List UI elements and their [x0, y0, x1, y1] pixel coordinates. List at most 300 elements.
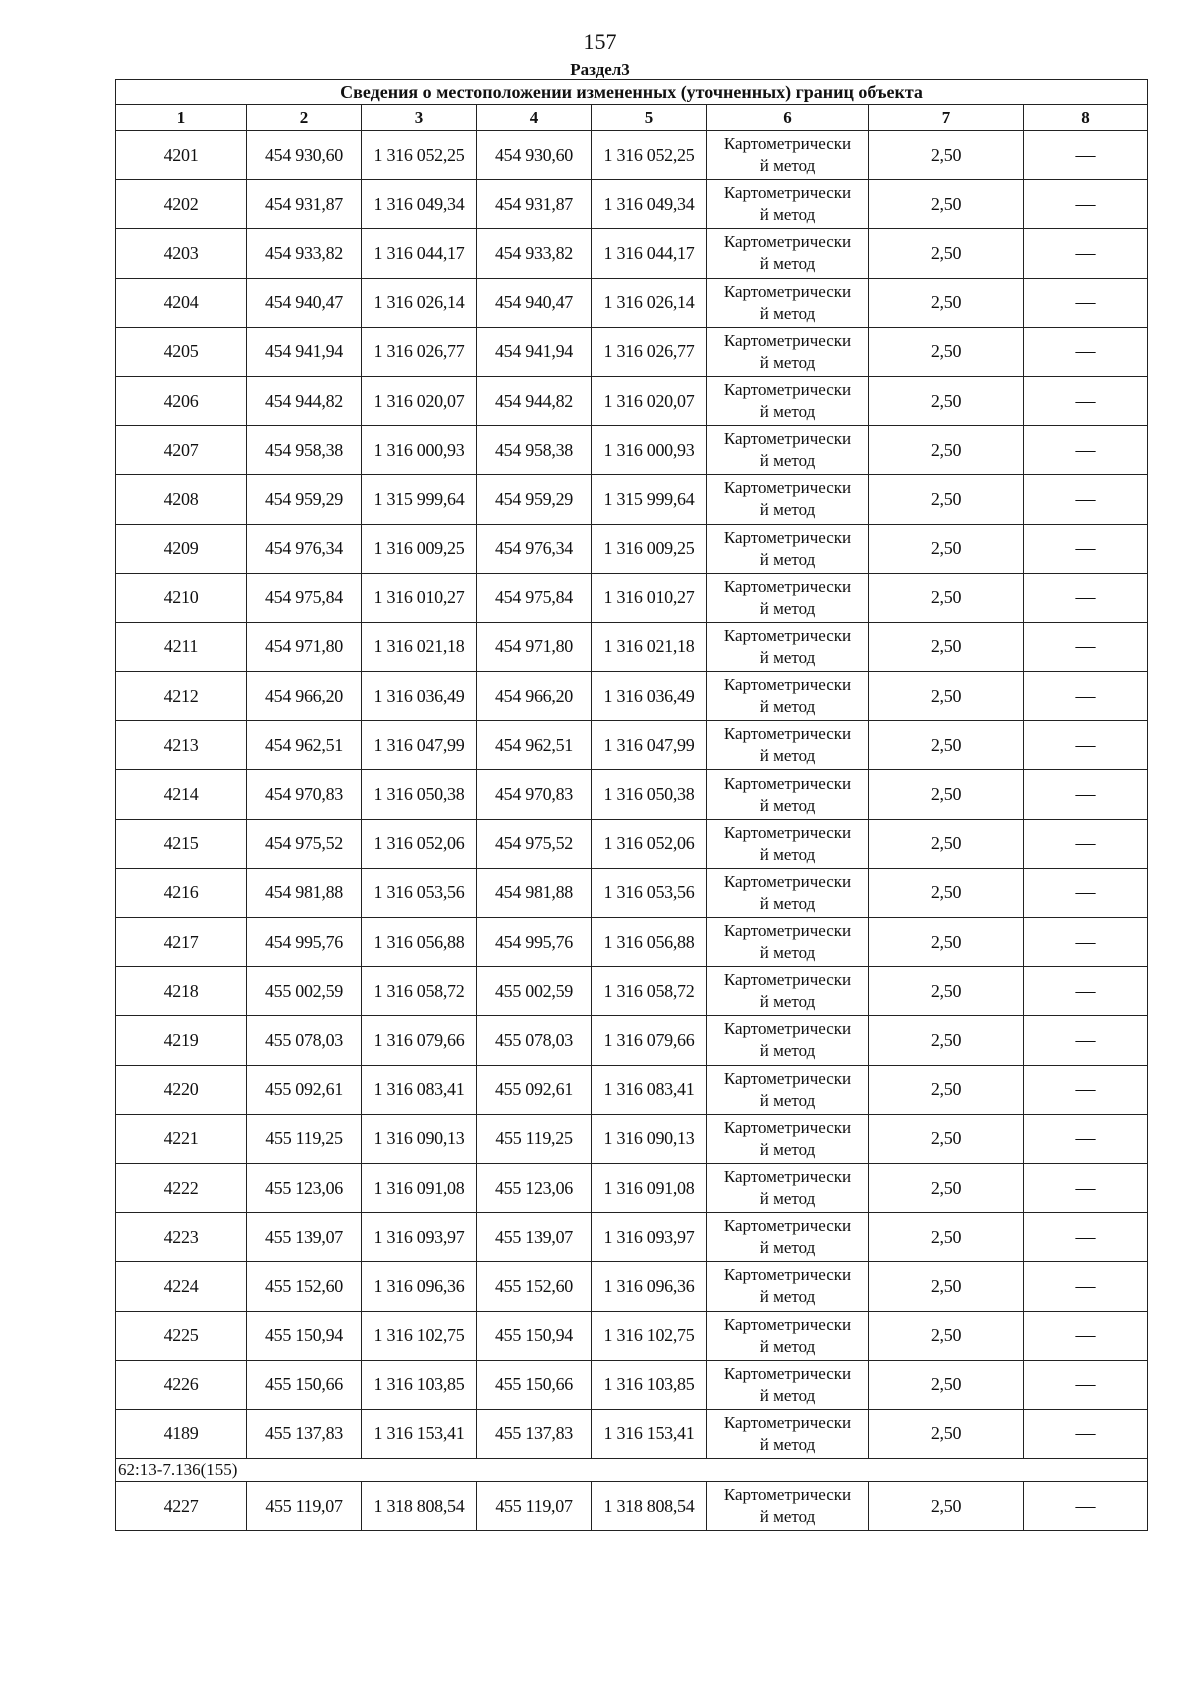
method-text-line-1: Картометрически [723, 871, 852, 891]
y-existing-cell: 1 316 103,85 [362, 1360, 477, 1409]
method-text-line-2: й метод [759, 205, 816, 225]
x-new-cell: 454 976,34 [477, 524, 592, 573]
method-text-line-1: Картометрически [723, 1265, 852, 1285]
y-existing-cell: 1 316 021,18 [362, 622, 477, 671]
point-number-cell: 4203 [116, 229, 247, 278]
column-number: 4 [477, 105, 592, 131]
description-cell: — [1024, 1114, 1148, 1163]
method-text-line-2: й метод [759, 352, 816, 372]
x-existing-cell: 454 940,47 [247, 278, 362, 327]
x-existing-cell: 454 971,80 [247, 622, 362, 671]
table-row [116, 1360, 1148, 1409]
accuracy-cell: 2,50 [869, 1409, 1024, 1458]
x-existing-cell: 455 092,61 [247, 1065, 362, 1114]
accuracy-cell: 2,50 [869, 770, 1024, 819]
method-text-line-1: Картометрически [723, 134, 852, 154]
accuracy-cell: 2,50 [869, 1360, 1024, 1409]
method-text-line-1: Картометрически [723, 1216, 852, 1236]
y-new-cell: 1 316 096,36 [592, 1262, 707, 1311]
point-number-cell: 4214 [116, 770, 247, 819]
point-number-cell: 4205 [116, 327, 247, 376]
description-cell: — [1024, 475, 1148, 524]
description-cell: — [1024, 229, 1148, 278]
method-cell [707, 1065, 869, 1114]
table-row [116, 131, 1148, 180]
x-existing-cell: 455 078,03 [247, 1016, 362, 1065]
description-cell: — [1024, 1016, 1148, 1065]
x-new-cell: 455 152,60 [477, 1262, 592, 1311]
method-text-line-2: й метод [759, 1507, 816, 1527]
y-existing-cell: 1 316 058,72 [362, 967, 477, 1016]
point-number-cell: 4213 [116, 721, 247, 770]
point-number-cell: 4217 [116, 918, 247, 967]
method-text-line-1: Картометрически [723, 1412, 852, 1432]
description-cell: — [1024, 573, 1148, 622]
accuracy-cell: 2,50 [869, 180, 1024, 229]
description-cell: — [1024, 1409, 1148, 1458]
column-number: 1 [116, 105, 247, 131]
method-text-line-1: Картометрически [723, 576, 852, 596]
subsection-data-body [116, 1482, 1148, 1531]
y-new-cell: 1 316 010,27 [592, 573, 707, 622]
description-cell: — [1024, 327, 1148, 376]
method-cell [707, 426, 869, 475]
table-row [116, 819, 1148, 868]
table-row [116, 672, 1148, 721]
accuracy-cell: 2,50 [869, 573, 1024, 622]
x-new-cell: 455 119,07 [477, 1482, 592, 1531]
subsection-label: 62:13-7.136(155) [116, 1459, 1148, 1482]
y-new-cell: 1 316 049,34 [592, 180, 707, 229]
y-new-cell: 1 318 808,54 [592, 1482, 707, 1531]
accuracy-cell: 2,50 [869, 1163, 1024, 1212]
x-existing-cell: 455 150,66 [247, 1360, 362, 1409]
accuracy-cell: 2,50 [869, 622, 1024, 671]
point-number-cell: 4215 [116, 819, 247, 868]
method-text-line-2: й метод [759, 549, 816, 569]
y-new-cell: 1 316 050,38 [592, 770, 707, 819]
method-text-line-2: й метод [759, 893, 816, 913]
x-new-cell: 454 941,94 [477, 327, 592, 376]
table-row [116, 426, 1148, 475]
y-new-cell: 1 316 000,93 [592, 426, 707, 475]
method-text-line-1: Картометрически [723, 773, 852, 793]
method-text-line-2: й метод [759, 992, 816, 1012]
method-text-line-2: й метод [759, 746, 816, 766]
method-cell [707, 1409, 869, 1458]
y-existing-cell: 1 315 999,64 [362, 475, 477, 524]
accuracy-cell: 2,50 [869, 524, 1024, 573]
table-row [116, 918, 1148, 967]
x-new-cell: 455 123,06 [477, 1163, 592, 1212]
y-existing-cell: 1 316 049,34 [362, 180, 477, 229]
description-cell: — [1024, 1311, 1148, 1360]
y-existing-cell: 1 316 083,41 [362, 1065, 477, 1114]
x-new-cell: 454 981,88 [477, 868, 592, 917]
x-existing-cell: 455 150,94 [247, 1311, 362, 1360]
x-new-cell: 455 150,94 [477, 1311, 592, 1360]
description-cell: — [1024, 524, 1148, 573]
description-cell: — [1024, 819, 1148, 868]
y-new-cell: 1 316 090,13 [592, 1114, 707, 1163]
accuracy-cell: 2,50 [869, 918, 1024, 967]
y-existing-cell: 1 316 026,77 [362, 327, 477, 376]
method-text-line-2: й метод [759, 451, 816, 471]
y-existing-cell: 1 316 102,75 [362, 1311, 477, 1360]
point-number-cell: 4225 [116, 1311, 247, 1360]
method-text-line-1: Картометрически [723, 183, 852, 203]
page-number: 157 [583, 29, 617, 54]
description-cell: — [1024, 278, 1148, 327]
point-number-cell: 4201 [116, 131, 247, 180]
table-row [116, 1213, 1148, 1262]
x-existing-cell: 455 119,07 [247, 1482, 362, 1531]
method-text-line-2: й метод [759, 1385, 816, 1405]
table-caption: Сведения о местоположении измененных (уточненных) границ объекта [116, 80, 1148, 105]
method-text-line-2: й метод [759, 1189, 816, 1209]
point-number-cell: 4208 [116, 475, 247, 524]
method-text-line-2: й метод [759, 697, 816, 717]
y-new-cell: 1 316 026,14 [592, 278, 707, 327]
column-number: 6 [707, 105, 869, 131]
method-text-line-1: Картометрически [723, 822, 852, 842]
point-number-cell: 4189 [116, 1409, 247, 1458]
accuracy-cell: 2,50 [869, 229, 1024, 278]
accuracy-cell: 2,50 [869, 868, 1024, 917]
table-row [116, 1016, 1148, 1065]
accuracy-cell: 2,50 [869, 475, 1024, 524]
method-cell [707, 967, 869, 1016]
description-cell: — [1024, 1213, 1148, 1262]
accuracy-cell: 2,50 [869, 1065, 1024, 1114]
x-existing-cell: 454 995,76 [247, 918, 362, 967]
table-row [116, 278, 1148, 327]
x-existing-cell: 454 976,34 [247, 524, 362, 573]
x-new-cell: 455 137,83 [477, 1409, 592, 1458]
accuracy-cell: 2,50 [869, 967, 1024, 1016]
point-number-cell: 4223 [116, 1213, 247, 1262]
x-existing-cell: 454 966,20 [247, 672, 362, 721]
table-row [116, 1311, 1148, 1360]
table-row [116, 1114, 1148, 1163]
x-existing-cell: 454 959,29 [247, 475, 362, 524]
method-text-line-2: й метод [759, 303, 816, 323]
y-existing-cell: 1 316 093,97 [362, 1213, 477, 1262]
method-text-line-2: й метод [759, 1336, 816, 1356]
method-cell [707, 131, 869, 180]
x-existing-cell: 455 137,83 [247, 1409, 362, 1458]
x-existing-cell: 454 970,83 [247, 770, 362, 819]
method-cell [707, 278, 869, 327]
y-existing-cell: 1 316 050,38 [362, 770, 477, 819]
y-existing-cell: 1 316 090,13 [362, 1114, 477, 1163]
y-existing-cell: 1 316 044,17 [362, 229, 477, 278]
x-existing-cell: 454 930,60 [247, 131, 362, 180]
y-new-cell: 1 316 083,41 [592, 1065, 707, 1114]
accuracy-cell: 2,50 [869, 327, 1024, 376]
method-cell [707, 672, 869, 721]
description-cell: — [1024, 1482, 1148, 1531]
description-cell: — [1024, 721, 1148, 770]
x-existing-cell: 454 931,87 [247, 180, 362, 229]
description-cell: — [1024, 1262, 1148, 1311]
table-row [116, 327, 1148, 376]
method-cell [707, 524, 869, 573]
method-text-line-2: й метод [759, 1287, 816, 1307]
method-text-line-2: й метод [759, 1238, 816, 1258]
x-existing-cell: 455 139,07 [247, 1213, 362, 1262]
x-new-cell: 454 971,80 [477, 622, 592, 671]
method-text-line-1: Картометрически [723, 330, 852, 350]
description-cell: — [1024, 180, 1148, 229]
method-text-line-2: й метод [759, 844, 816, 864]
point-number-cell: 4226 [116, 1360, 247, 1409]
y-existing-cell: 1 316 153,41 [362, 1409, 477, 1458]
table-row [116, 1409, 1148, 1458]
method-text-line-1: Картометрически [723, 921, 852, 941]
point-number-cell: 4216 [116, 868, 247, 917]
method-cell [707, 770, 869, 819]
description-cell: — [1024, 967, 1148, 1016]
method-text-line-2: й метод [759, 795, 816, 815]
method-cell [707, 1213, 869, 1262]
method-cell [707, 1114, 869, 1163]
method-cell [707, 1482, 869, 1531]
column-number: 2 [247, 105, 362, 131]
y-new-cell: 1 316 058,72 [592, 967, 707, 1016]
y-new-cell: 1 316 053,56 [592, 868, 707, 917]
x-existing-cell: 454 981,88 [247, 868, 362, 917]
method-text-line-1: Картометрически [723, 232, 852, 252]
y-new-cell: 1 316 102,75 [592, 1311, 707, 1360]
method-cell [707, 622, 869, 671]
table-row [116, 721, 1148, 770]
y-new-cell: 1 316 091,08 [592, 1163, 707, 1212]
x-new-cell: 455 119,25 [477, 1114, 592, 1163]
method-text-line-1: Картометрически [723, 1068, 852, 1088]
table-row [116, 524, 1148, 573]
method-text-line-2: й метод [759, 1090, 816, 1110]
x-existing-cell: 454 933,82 [247, 229, 362, 278]
method-text-line-1: Картометрически [723, 1167, 852, 1187]
table-row [116, 376, 1148, 425]
point-number-cell: 4222 [116, 1163, 247, 1212]
method-text-line-1: Картометрически [723, 724, 852, 744]
table-row [116, 1065, 1148, 1114]
accuracy-cell: 2,50 [869, 131, 1024, 180]
x-new-cell: 454 959,29 [477, 475, 592, 524]
x-existing-cell: 454 944,82 [247, 376, 362, 425]
method-text-line-1: Картометрически [723, 380, 852, 400]
column-number-row [116, 105, 1148, 131]
x-new-cell: 455 092,61 [477, 1065, 592, 1114]
subsection-body [116, 1459, 1148, 1482]
table-row [116, 1482, 1148, 1531]
column-number: 3 [362, 105, 477, 131]
point-number-cell: 4211 [116, 622, 247, 671]
point-number-cell: 4224 [116, 1262, 247, 1311]
y-existing-cell: 1 316 091,08 [362, 1163, 477, 1212]
method-text-line-1: Картометрически [723, 527, 852, 547]
accuracy-cell: 2,50 [869, 1262, 1024, 1311]
method-text-line-1: Картометрически [723, 675, 852, 695]
table-row [116, 1262, 1148, 1311]
description-cell: — [1024, 1163, 1148, 1212]
accuracy-cell: 2,50 [869, 376, 1024, 425]
x-new-cell: 454 930,60 [477, 131, 592, 180]
accuracy-cell: 2,50 [869, 1114, 1024, 1163]
description-cell: — [1024, 918, 1148, 967]
point-number-cell: 4220 [116, 1065, 247, 1114]
method-cell [707, 918, 869, 967]
point-number-cell: 4219 [116, 1016, 247, 1065]
method-text-line-1: Картометрически [723, 429, 852, 449]
y-new-cell: 1 316 020,07 [592, 376, 707, 425]
y-new-cell: 1 316 103,85 [592, 1360, 707, 1409]
x-new-cell: 454 962,51 [477, 721, 592, 770]
x-new-cell: 454 940,47 [477, 278, 592, 327]
method-text-line-2: й метод [759, 598, 816, 618]
x-existing-cell: 455 152,60 [247, 1262, 362, 1311]
description-cell: — [1024, 426, 1148, 475]
y-new-cell: 1 316 021,18 [592, 622, 707, 671]
method-text-line-1: Картометрически [723, 970, 852, 990]
point-number-cell: 4209 [116, 524, 247, 573]
method-cell [707, 819, 869, 868]
method-cell [707, 180, 869, 229]
table-row [116, 868, 1148, 917]
method-text-line-1: Картометрически [723, 281, 852, 301]
method-text-line-1: Картометрически [723, 1314, 852, 1334]
boundary-coordinates-table [115, 79, 1148, 1531]
method-text-line-2: й метод [759, 647, 816, 667]
y-existing-cell: 1 316 036,49 [362, 672, 477, 721]
method-text-line-1: Картометрически [723, 1117, 852, 1137]
y-new-cell: 1 316 009,25 [592, 524, 707, 573]
x-new-cell: 454 975,52 [477, 819, 592, 868]
x-new-cell: 455 078,03 [477, 1016, 592, 1065]
y-new-cell: 1 316 153,41 [592, 1409, 707, 1458]
point-number-cell: 4212 [116, 672, 247, 721]
x-new-cell: 455 139,07 [477, 1213, 592, 1262]
x-existing-cell: 454 975,84 [247, 573, 362, 622]
y-new-cell: 1 316 056,88 [592, 918, 707, 967]
y-existing-cell: 1 316 020,07 [362, 376, 477, 425]
y-new-cell: 1 316 052,25 [592, 131, 707, 180]
description-cell: — [1024, 770, 1148, 819]
description-cell: — [1024, 672, 1148, 721]
method-text-line-1: Картометрически [723, 1019, 852, 1039]
table-body [116, 131, 1148, 1459]
x-new-cell: 454 944,82 [477, 376, 592, 425]
method-cell [707, 475, 869, 524]
y-existing-cell: 1 316 096,36 [362, 1262, 477, 1311]
method-text-line-1: Картометрически [723, 625, 852, 645]
x-new-cell: 454 958,38 [477, 426, 592, 475]
y-existing-cell: 1 316 056,88 [362, 918, 477, 967]
point-number-cell: 4227 [116, 1482, 247, 1531]
method-text-line-2: й метод [759, 500, 816, 520]
y-existing-cell: 1 316 009,25 [362, 524, 477, 573]
y-new-cell: 1 315 999,64 [592, 475, 707, 524]
method-cell [707, 868, 869, 917]
y-existing-cell: 1 316 047,99 [362, 721, 477, 770]
table-row [116, 229, 1148, 278]
point-number-cell: 4206 [116, 376, 247, 425]
description-cell: — [1024, 1360, 1148, 1409]
y-existing-cell: 1 318 808,54 [362, 1482, 477, 1531]
x-new-cell: 455 150,66 [477, 1360, 592, 1409]
accuracy-cell: 2,50 [869, 1213, 1024, 1262]
x-existing-cell: 454 962,51 [247, 721, 362, 770]
description-cell: — [1024, 131, 1148, 180]
method-cell [707, 229, 869, 278]
x-new-cell: 454 975,84 [477, 573, 592, 622]
accuracy-cell: 2,50 [869, 426, 1024, 475]
x-existing-cell: 454 941,94 [247, 327, 362, 376]
point-number-cell: 4210 [116, 573, 247, 622]
method-text-line-1: Картометрически [723, 1485, 852, 1505]
y-new-cell: 1 316 052,06 [592, 819, 707, 868]
method-text-line-2: й метод [759, 402, 816, 422]
point-number-cell: 4218 [116, 967, 247, 1016]
accuracy-cell: 2,50 [869, 278, 1024, 327]
description-cell: — [1024, 622, 1148, 671]
x-new-cell: 454 933,82 [477, 229, 592, 278]
y-existing-cell: 1 316 026,14 [362, 278, 477, 327]
point-number-cell: 4207 [116, 426, 247, 475]
description-cell: — [1024, 868, 1148, 917]
method-cell [707, 1311, 869, 1360]
y-existing-cell: 1 316 052,06 [362, 819, 477, 868]
table-row [116, 475, 1148, 524]
y-new-cell: 1 316 093,97 [592, 1213, 707, 1262]
table-row [116, 180, 1148, 229]
y-existing-cell: 1 316 079,66 [362, 1016, 477, 1065]
x-existing-cell: 455 123,06 [247, 1163, 362, 1212]
y-new-cell: 1 316 044,17 [592, 229, 707, 278]
method-cell [707, 1262, 869, 1311]
method-cell [707, 327, 869, 376]
x-new-cell: 454 931,87 [477, 180, 592, 229]
accuracy-cell: 2,50 [869, 1311, 1024, 1360]
subsection-row [116, 1459, 1148, 1482]
accuracy-cell: 2,50 [869, 1016, 1024, 1065]
table-row [116, 967, 1148, 1016]
accuracy-cell: 2,50 [869, 721, 1024, 770]
description-cell: — [1024, 1065, 1148, 1114]
y-existing-cell: 1 316 052,25 [362, 131, 477, 180]
method-cell [707, 1163, 869, 1212]
description-cell: — [1024, 376, 1148, 425]
x-new-cell: 454 966,20 [477, 672, 592, 721]
accuracy-cell: 2,50 [869, 819, 1024, 868]
x-new-cell: 454 995,76 [477, 918, 592, 967]
point-number-cell: 4221 [116, 1114, 247, 1163]
method-cell [707, 721, 869, 770]
y-existing-cell: 1 316 053,56 [362, 868, 477, 917]
method-text-line-2: й метод [759, 254, 816, 274]
method-cell [707, 1016, 869, 1065]
table-row [116, 770, 1148, 819]
point-number-cell: 4202 [116, 180, 247, 229]
point-number-cell: 4204 [116, 278, 247, 327]
method-cell [707, 376, 869, 425]
method-cell [707, 1360, 869, 1409]
x-new-cell: 454 970,83 [477, 770, 592, 819]
y-existing-cell: 1 316 000,93 [362, 426, 477, 475]
method-text-line-2: й метод [759, 943, 816, 963]
